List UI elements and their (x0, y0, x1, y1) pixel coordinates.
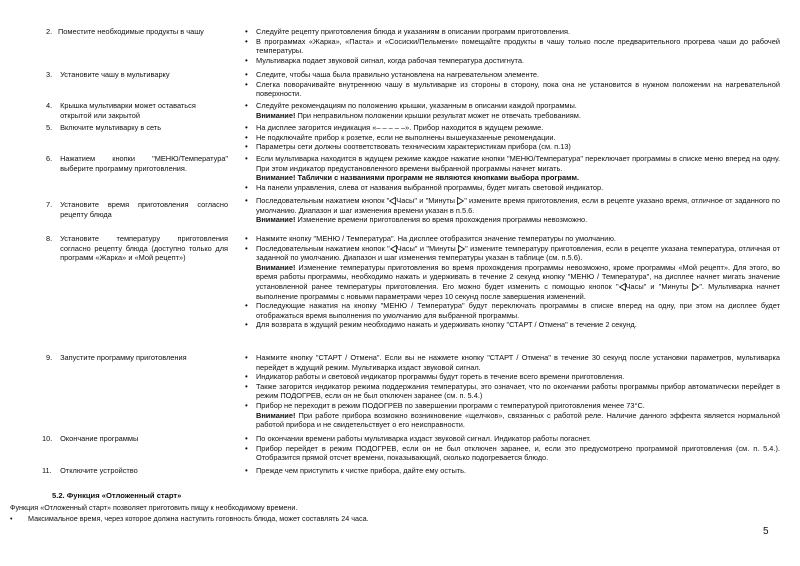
bullet: • Последовательным нажатием кнопок " Часы" и "Минуты " измените температуру приготовления, если в рецепте указана температура, отличная от заданной по умолчанию. Диапазон и шаг изменения температуры указан в таблице (см. п.5.6). (244, 244, 780, 263)
bullet: • Следите, чтобы чаша была правильно установлена на нагревательном элементе. (244, 70, 780, 80)
warning-note: Внимание! Таблички с названиями программ не являются кнопками выбора программ. (256, 173, 580, 183)
step-7-bullets (244, 196, 780, 225)
clock-left-arrow-icon (390, 245, 397, 253)
step-10-bullets (244, 434, 780, 463)
bullet: • На дисплее загорится индикация «– – – – –». Прибор находится в ждущем режиме. (244, 123, 780, 133)
step-4-bullets (244, 101, 780, 120)
bullet: • Прибор перейдет в режим ПОДОГРЕВ, если он не был отключен заранее, и, если это предусмотрено программой приготовления (см. п. 5.4.). Отобразится прямой отсчет времени, показывающий, сколько подогревается блюдо. (244, 444, 780, 463)
bullet: • Также загорится индикатор режима поддержания температуры, это означает, что по окончании работы программы прибор автоматически перейдет в режим ПОДОГРЕВ, если он не был отключен заранее (см. п. 5.4.) (244, 382, 780, 401)
section-text: Функция «Отложенный старт» позволяет приготовить пищу к необходимому времени. (10, 503, 298, 512)
bullet: • Нажмите кнопку "МЕНЮ / Температура". На дисплее отобразится значение температуры по умолчанию. (244, 234, 780, 244)
step-11-title: 11. Отключите устройство (42, 466, 138, 475)
step-2-title: 2. Поместите необходимые продукты в чашу (46, 27, 204, 36)
warning-note: Внимание! Изменение времени приготовления во время прохождения программы невозможно. (256, 215, 588, 225)
bullet: • Слегка поворачивайте внутреннюю чашу в мультиварке из стороны в сторону, пока она не установится в нужном положении на нагревательной поверхности. (244, 80, 780, 99)
bullet: • Прибор не переходит в режим ПОДОГРЕВ по завершении программ с температурой приготовления менее 73°С. (244, 401, 780, 411)
step-11-bullets (244, 466, 780, 476)
bullet: • Параметры сети должны соответствовать техническим характеристикам прибора (см. п.13) (244, 142, 780, 152)
step-6-title: 6. Нажатием кнопки "МЕНЮ/Температура" выберите программу приготовления. (46, 154, 229, 173)
step-2-bullets (244, 27, 780, 65)
bullet: • Прежде чем приступить к чистке прибора, дайте ему остыть. (244, 466, 780, 476)
step-6-bullets (244, 154, 780, 192)
step-7-title: 7. Установите время приготовления согласно рецепту блюда (46, 200, 229, 219)
bullet: • Нажмите кнопку "СТАРТ / Отмена". Если вы не нажмете кнопку "СТАРТ / Отмена" в течение 30 секунд после установки параметров, мультиварка перейдет в ждущий режим. Мультиварка издаст звуковой сигнал. (244, 353, 780, 372)
step-5-title: 5. Включите мультиварку в сеть (46, 123, 162, 132)
step-9-bullets (244, 353, 780, 430)
step-8-title: 8. Установите температуру приготовления согласно рецепту блюда (доступно только для программ «Жарка» и «Мой рецепт») (46, 234, 229, 263)
step-3-title: 3. Установите чашу в мультиварку (46, 70, 170, 79)
bullet: • В программах «Жарка», «Паста» и «Сосиски/Пельмени» помещайте продукты в чашу только после предварительного прогрева чаши до рабочей температуры. (244, 37, 780, 56)
section-bullet: • Максимальное время, через которое должна наступить готовность блюда, может составлять 24 часа. (10, 514, 369, 523)
step-9-title: 9. Запустите программу приготовления (46, 353, 187, 362)
bullet: • Если мультиварка находится в ждущем режиме каждое нажатие кнопки "МЕНЮ/Температура" переключает программы в списке меню вперед на одну. При этом индикатор предустановленного времени выбранной программы начнет мигать. (244, 154, 780, 173)
step-5-bullets (244, 123, 780, 152)
step-10-title: 10. Окончание программы (42, 434, 139, 443)
bullet: • Индикатор работы и световой индикатор программы будут гореть в течение всего времени приготовления. (244, 372, 780, 382)
bullet: • Для возврата в ждущий режим необходимо нажать и удерживать кнопку "СТАРТ / Отмена" в течение 2 секунд. (244, 320, 780, 330)
step-8-bullets (244, 234, 780, 330)
bullet: • Следуйте рецепту приготовления блюда и указаниям в описании программ приготовления. (244, 27, 780, 37)
warning-note: Внимание! При работе прибора возможно возникновение «щелчков», связанных с работой реле. Наличие данного эффекта является нормальной работой прибора и не свидетельствует о его неисправности. (256, 410, 780, 430)
step-4-title: 4. Крышка мультиварки может оставаться открытой или закрытой (46, 101, 196, 120)
bullet: • По окончании времени работы мультиварка издаст звуковой сигнал. Индикатор работы погаснет. (244, 434, 780, 444)
clock-left-arrow-icon (619, 283, 626, 291)
bullet: • Последовательным нажатием кнопок " Часы" и "Минуты " измените время приготовления, если в рецепте указано время, отличное от заданного по умолчанию. Диапазон и шаг изменения времени указан в п.5.6. (244, 196, 780, 215)
step-3-bullets (244, 70, 780, 99)
warning-note: Внимание! Изменение температуры приготовления во время прохождения программы невозможно, кроме программы «Мой рецепт». Для этого, во время работы программы, необходимо нажать и удерживать в течение 2 секунд кнопку "МЕНЮ / Температура", на дисплее начнет мигать значение установленной ранее температуры приготовления. Его можно будет изменить с помощью кнопок " Часы" и "Минуты ". Мультиварка начнет выполнение программы с новыми параметрами через 10 секунд после завершения изменений. (256, 262, 780, 301)
section-title: 5.2. Функция «Отложенный старт» (52, 491, 182, 500)
warning-note: Внимание! При неправильном положении крышки результат может не отвечать требованиям. (256, 110, 581, 120)
bullet: • На панели управления, слева от названия выбранной программы, будет мигать световой индикатор. (244, 183, 780, 193)
bullet: • Не подключайте прибор к розетке, если не выполнены вышеуказанные рекомендации. (244, 133, 780, 143)
page-number: 5 (763, 526, 769, 537)
bullet: • Следуйте рекомендациям по положению крышки, указанным в описании каждой программы. (244, 101, 780, 111)
bullet: • Последующие нажатия на кнопку "МЕНЮ / Температура" будут переключать программы в списке вперед на одну, при этом на дисплее будет отображаться время выполнения по умолчанию для выбранной программы. (244, 301, 780, 320)
bullet: • Мультиварка подает звуковой сигнал, когда рабочая температура достигнута. (244, 56, 780, 66)
